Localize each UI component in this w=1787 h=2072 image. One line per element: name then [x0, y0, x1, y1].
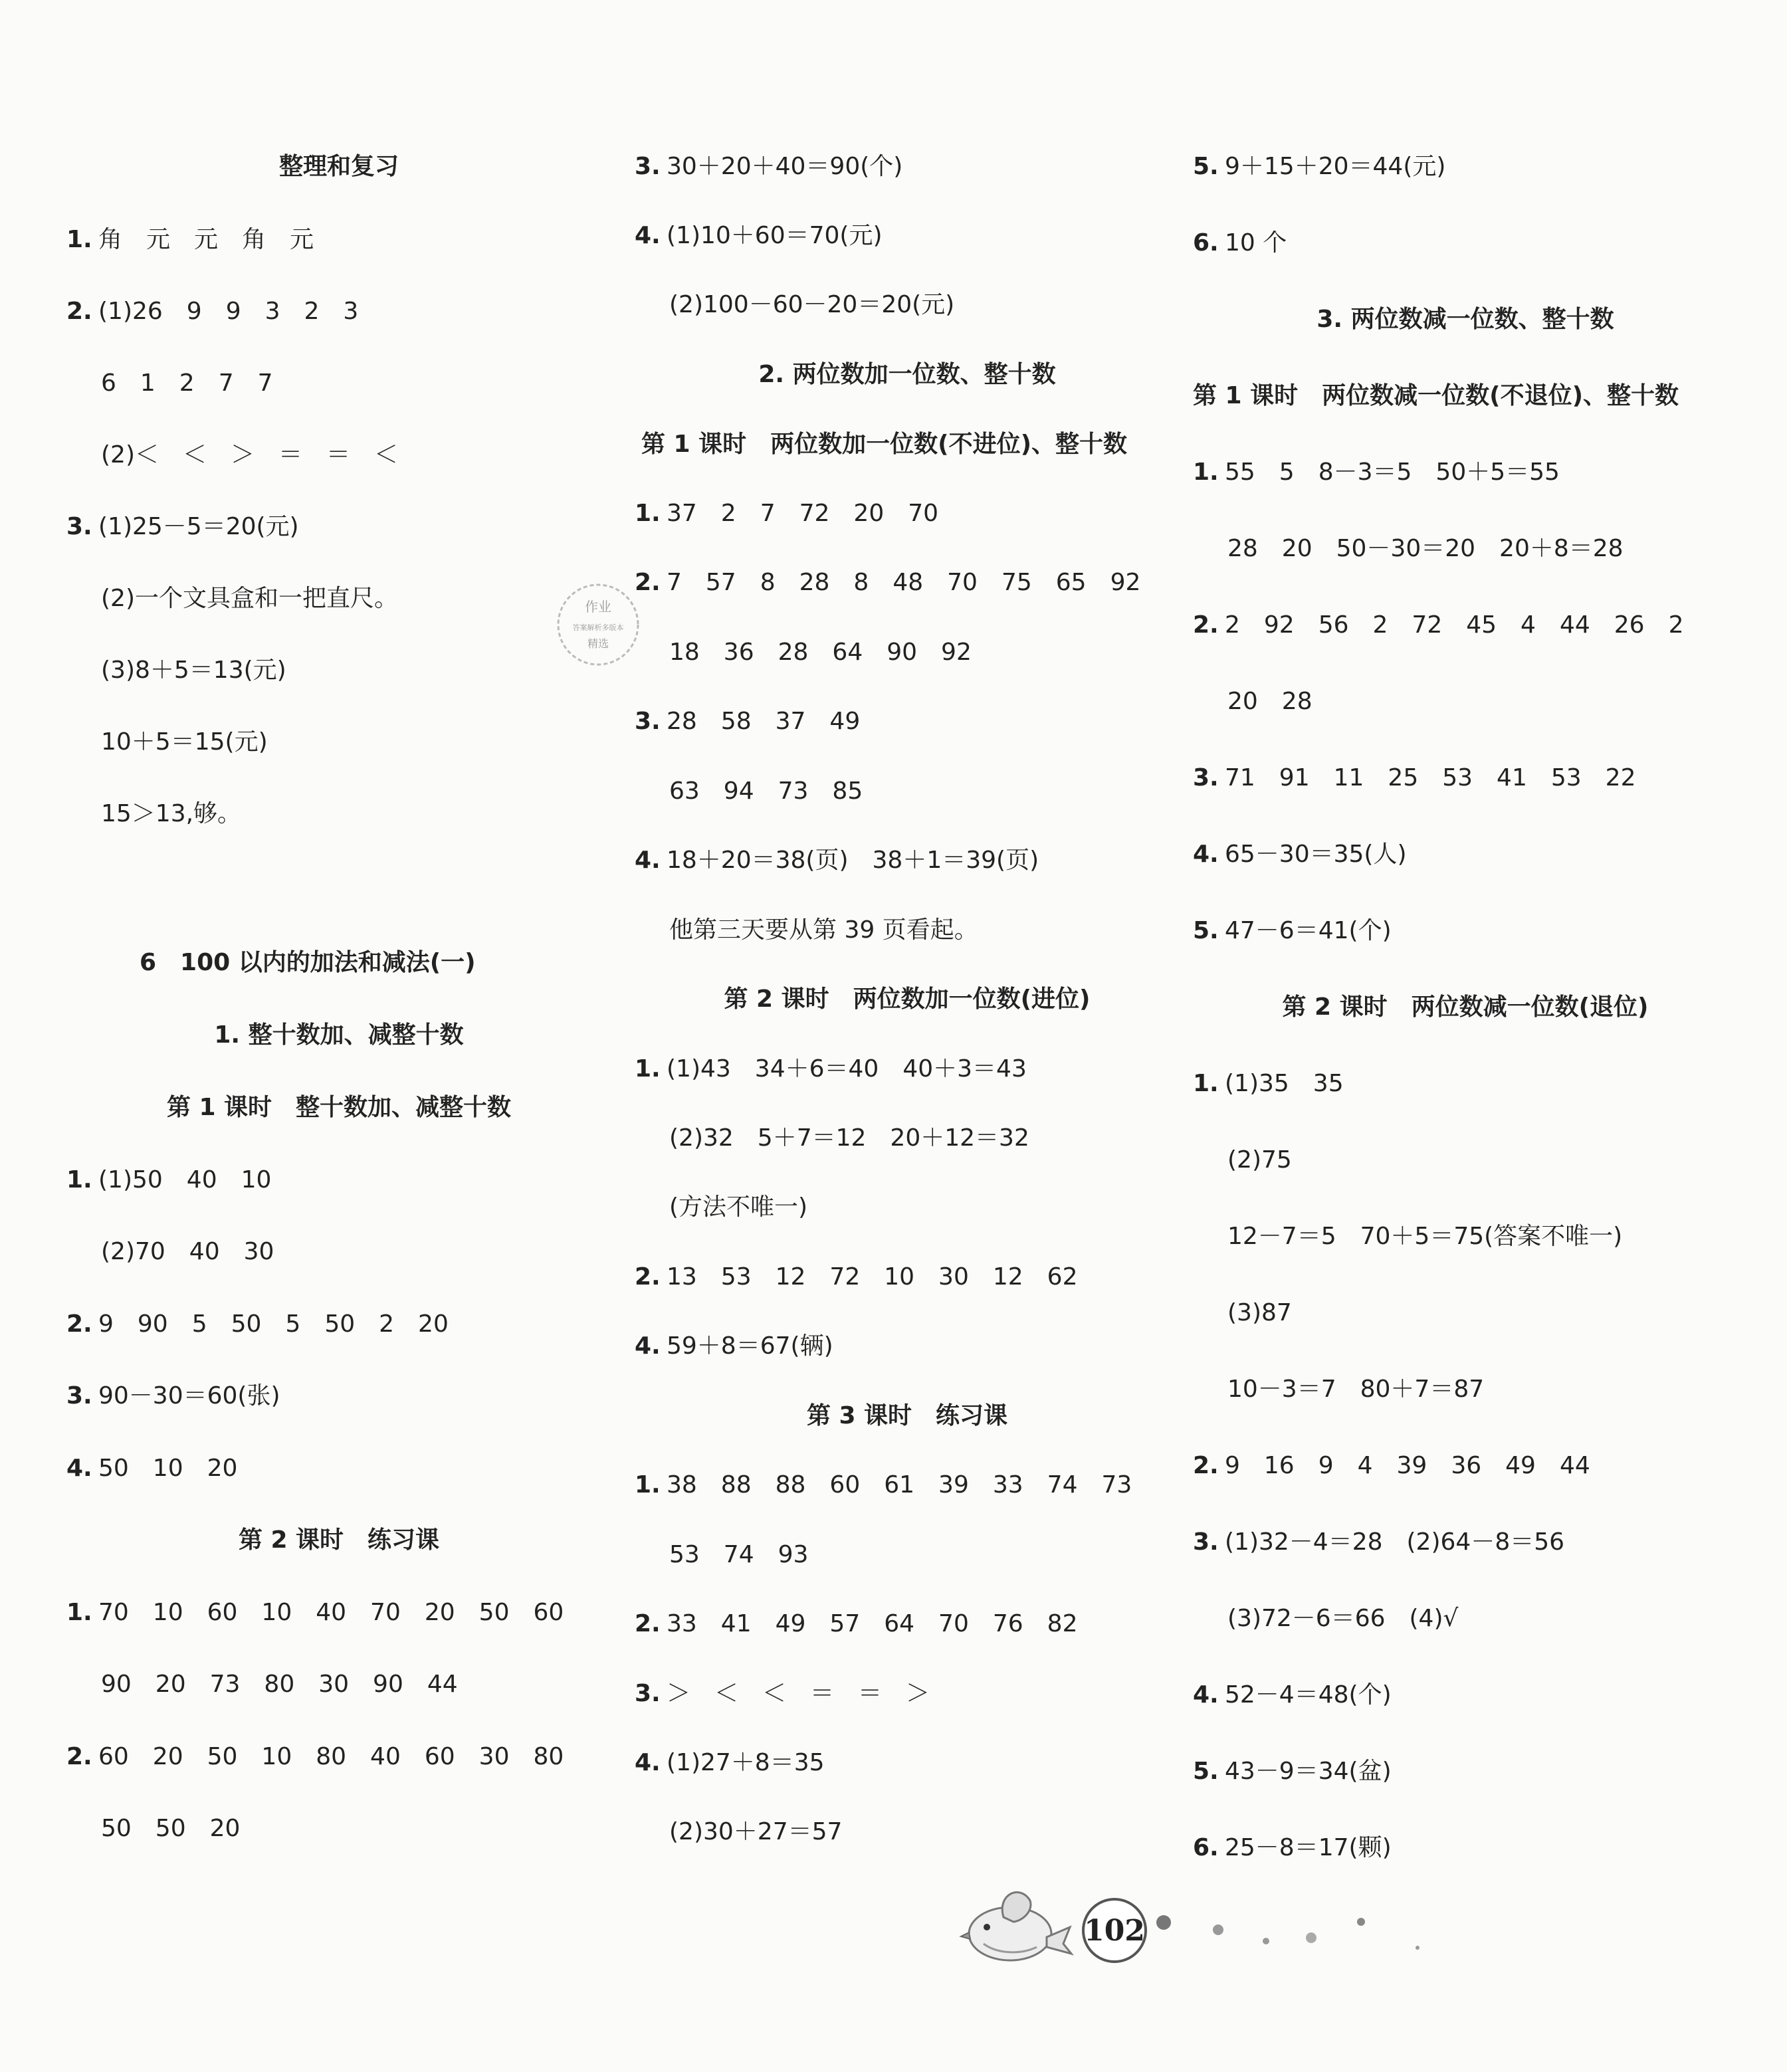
answer-line: 2. 33 41 49 57 64 70 76 82	[635, 1610, 1078, 1637]
answer-line: 4. 59＋8＝67(辆)	[635, 1332, 833, 1360]
answer-line: (2)30＋27＝57	[669, 1818, 843, 1845]
unit-heading: 6 100 以内的加法和减法(一)	[140, 949, 476, 976]
answer-line: (2)70 40 30	[101, 1238, 274, 1265]
stamp-text: 精选	[587, 637, 609, 650]
answer-line: 3. ＞ ＜ ＜ ＝ ＝ ＞	[635, 1680, 930, 1707]
answer-line: 1. 38 88 88 60 61 39 33 74 73	[635, 1471, 1132, 1499]
answer-line: 2. 60 20 50 10 80 40 60 30 80	[66, 1743, 564, 1770]
answer-line: (2)32 5＋7＝12 20＋12＝32	[669, 1124, 1029, 1152]
answer-line: 3. 30＋20＋40＝90(个)	[635, 153, 903, 180]
answer-line: 3. (1)25－5＝20(元)	[66, 513, 299, 540]
answer-line: (2)＜ ＜ ＞ ＝ ＝ ＜	[101, 441, 398, 468]
answer-line: 他第三天要从第 39 页看起。	[669, 916, 978, 944]
answer-line: (方法不唯一)	[669, 1193, 808, 1221]
lesson-heading: 第 3 课时 练习课	[806, 1402, 1008, 1429]
decor-dot	[1306, 1932, 1316, 1943]
answer-line: 1. (1)50 40 10	[66, 1166, 272, 1193]
answer-line: 2. 9 16 9 4 39 36 49 44	[1193, 1452, 1590, 1479]
answer-line: 1. (1)35 35	[1193, 1070, 1344, 1097]
answer-line: 5. 43－9＝34(盆)	[1193, 1758, 1392, 1785]
decor-dot	[1263, 1938, 1269, 1944]
answer-line: 10－3＝7 80＋7＝87	[1227, 1376, 1485, 1403]
answer-line: 1. 37 2 7 72 20 70	[635, 500, 939, 527]
answer-line: (2)一个文具盒和一把直尺。	[101, 585, 398, 612]
answer-line: 28 20 50－30＝20 20＋8＝28	[1227, 535, 1624, 562]
lesson-heading: 第 1 课时 整十数加、减整十数	[166, 1094, 512, 1121]
answer-line: 2. 2 92 56 2 72 45 4 44 26 2	[1193, 611, 1684, 639]
answer-line: 5. 9＋15＋20＝44(元)	[1193, 153, 1446, 180]
lesson-heading: 第 2 课时 练习课	[238, 1526, 440, 1554]
answer-line: 3. 71 91 11 25 53 41 53 22	[1193, 764, 1636, 791]
answer-line: 3. (1)32－4＝28 (2)64－8＝56	[1193, 1528, 1565, 1556]
answer-line: 18 36 28 64 90 92	[669, 639, 972, 666]
answer-line: 90 20 73 80 30 90 44	[101, 1671, 458, 1698]
answer-line: (2)100－60－20＝20(元)	[669, 291, 955, 318]
answer-line: 53 74 93	[669, 1541, 809, 1568]
answer-line: (2)75	[1227, 1146, 1292, 1174]
answer-line: 2. (1)26 9 9 3 2 3	[66, 298, 359, 325]
watermark-stamp	[552, 578, 645, 671]
answer-line: 4. 18＋20＝38(页) 38＋1＝39(页)	[635, 847, 1039, 874]
answer-line: 2. 7 57 8 28 8 48 70 75 65 92	[635, 569, 1141, 596]
lesson-heading: 第 1 课时 两位数减一位数(不退位)、整十数	[1193, 382, 1679, 409]
answer-line: 2. 9 90 5 50 5 50 2 20	[66, 1310, 449, 1338]
answer-line: (3)8＋5＝13(元)	[101, 657, 286, 684]
answer-line: 15＞13,够。	[101, 800, 242, 827]
section-heading: 3. 两位数减一位数、整十数	[1316, 306, 1614, 333]
answer-line: 3. 90－30＝60(张)	[66, 1382, 280, 1409]
answer-line: 20 28	[1227, 688, 1313, 715]
answer-line: 3. 28 58 37 49	[635, 708, 861, 735]
answer-line: 6 1 2 7 7	[101, 369, 273, 397]
answer-line: (3)72－6＝66 (4)√	[1227, 1605, 1459, 1632]
answer-line: 10＋5＝15(元)	[101, 728, 268, 756]
decor-dot	[1213, 1924, 1223, 1935]
answer-line: 5. 47－6＝41(个)	[1193, 917, 1392, 944]
answer-line: 12－7＝5 70＋5＝75(答案不唯一)	[1227, 1223, 1623, 1250]
answer-line: 50 50 20	[101, 1815, 241, 1842]
decor-dot	[1156, 1915, 1171, 1930]
answer-line: 1. 角 元 元 角 元	[66, 226, 314, 253]
section-heading: 1. 整十数加、减整十数	[214, 1021, 464, 1049]
answer-line: 4. 50 10 20	[66, 1455, 238, 1482]
answer-line: (3)87	[1227, 1299, 1292, 1326]
answer-line: 1. 55 5 8－3＝5 50＋5＝55	[1193, 459, 1560, 486]
bird-icon	[957, 1881, 1077, 1967]
lesson-heading: 第 2 课时 两位数减一位数(退位)	[1282, 993, 1649, 1021]
answer-line: 4. 52－4＝48(个)	[1193, 1681, 1392, 1709]
answer-line: 2. 13 53 12 72 10 30 12 62	[635, 1263, 1078, 1291]
answer-line: 6. 10 个	[1193, 229, 1287, 257]
answer-line: 63 94 73 85	[669, 777, 863, 805]
stamp-text: 答案解析多版本	[572, 623, 624, 632]
decor-dot	[1416, 1946, 1419, 1950]
answer-line: 1. 70 10 60 10 40 70 20 50 60	[66, 1599, 564, 1626]
section-heading: 2. 两位数加一位数、整十数	[758, 361, 1056, 388]
page-number: 102	[1082, 1898, 1147, 1963]
answer-line: 4. (1)27＋8＝35	[635, 1749, 825, 1776]
answer-line: 4. (1)10＋60＝70(元)	[635, 222, 883, 249]
stamp-text: 作业	[585, 599, 611, 615]
lesson-heading: 第 1 课时 两位数加一位数(不进位)、整十数	[641, 431, 1128, 458]
decor-dot	[1357, 1918, 1365, 1926]
section-heading: 整理和复习	[278, 153, 399, 180]
page-footer	[957, 1874, 1462, 1974]
answer-line: 1. (1)43 34＋6＝40 40＋3＝43	[635, 1055, 1027, 1083]
answer-line: 6. 25－8＝17(颗)	[1193, 1834, 1392, 1861]
answer-line: 4. 65－30＝35(人)	[1193, 841, 1407, 868]
lesson-heading: 第 2 课时 两位数加一位数(进位)	[724, 985, 1091, 1013]
